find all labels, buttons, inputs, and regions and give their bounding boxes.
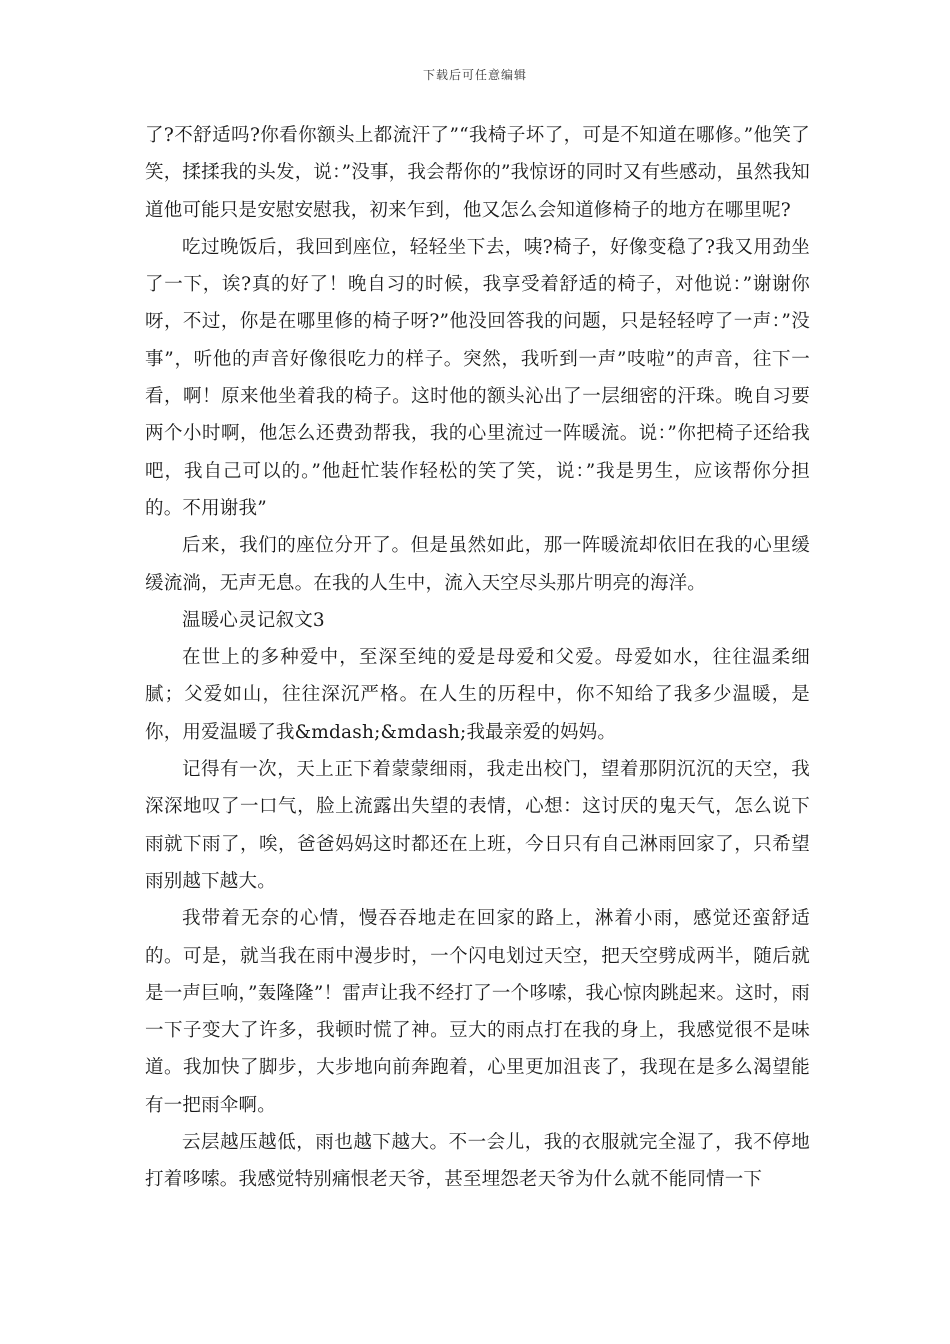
paragraph-2: 吃过晚饭后，我回到座位，轻轻坐下去，咦?椅子，好像变稳了?我又用劲坐了一下，诶?真的好了！晚自习的时候，我享受着舒适的椅子，对他说：”谢谢你呀，不过，你是在哪里修的椅子呀?”他没回答我的问题，只是轻轻哼了一声：”没事”，听他的声音好像很吃力的样子。突然，我听到一声”吱啦”的声音，往下一看，啊！原来他坐着我的椅子。这时他的额头沁出了一层细密的汗珠。晚自习要两个小时啊，他怎么还费劲帮我，我的心里流过一阵暖流。说：”你把椅子还给我吧，我自己可以的。”他赶忙装作轻松的笑了笑，说：”我是男生，应该帮你分担的。不用谢我” (145, 236, 810, 519)
section-heading: 温暖心灵记叙文3 (182, 609, 325, 631)
paragraph-6: 我带着无奈的心情，慢吞吞地走在回家的路上，淋着小雨，感觉还蛮舒适的。可是，就当我在雨中漫步时，一个闪电划过天空，把天空劈成两半，随后就是一声巨响，”轰隆隆”！雷声让我不经打了一个哆嗦，我心惊肉跳起来。这时，雨一下子变大了许多，我顿时慌了神。豆大的雨点打在我的身上，我感觉很不是味道。我加快了脚步，大步地向前奔跑着，心里更加沮丧了，我现在是多么渴望能有一把雨伞啊。 (145, 908, 810, 1116)
page-header: 下载后可任意编辑 (422, 68, 527, 82)
paragraph-7: 云层越压越低，雨也越下越大。不一会儿，我的衣服就完全湿了，我不停地打着哆嗦。我感觉特别痛恨老天爷，甚至埋怨老天爷为什么就不能同情一下 (145, 1132, 810, 1191)
paragraph-3: 后来，我们的座位分开了。但是虽然如此，那一阵暖流却依旧在我的心里缓缓流淌，无声无息。在我的人生中，流入天空尽头那片明亮的海洋。 (145, 535, 810, 594)
paragraph-5: 记得有一次，天上正下着蒙蒙细雨，我走出校门，望着那阴沉沉的天空，我深深地叹了一口气，脸上流露出失望的表情，心想：这讨厌的鬼天气，怎么说下雨就下雨了，唉，爸爸妈妈这时都还在上班，今日只有自己淋雨回家了，只希望雨别越下越大。 (145, 759, 810, 892)
paragraph-1: 了?不舒适吗?你看你额头上都流汗了”“我椅子坏了，可是不知道在哪修。”他笑了笑，揉揉我的头发，说：”没事，我会帮你的”我惊讶的同时又有些感动，虽然我知道他可能只是安慰安慰我，初来乍到，他又怎么会知道修椅子的地方在哪里呢? (145, 125, 810, 221)
document-body (145, 117, 810, 1199)
paragraph-4: 在世上的多种爱中，至深至纯的爱是母爱和父爱。母爱如水，往往温柔细腻；父爱如山，往往深沉严格。在人生的历程中，你不知给了我多少温暖，是你，用爱温暖了我&mdash;&mdash;我最亲爱的妈妈。 (145, 647, 810, 743)
